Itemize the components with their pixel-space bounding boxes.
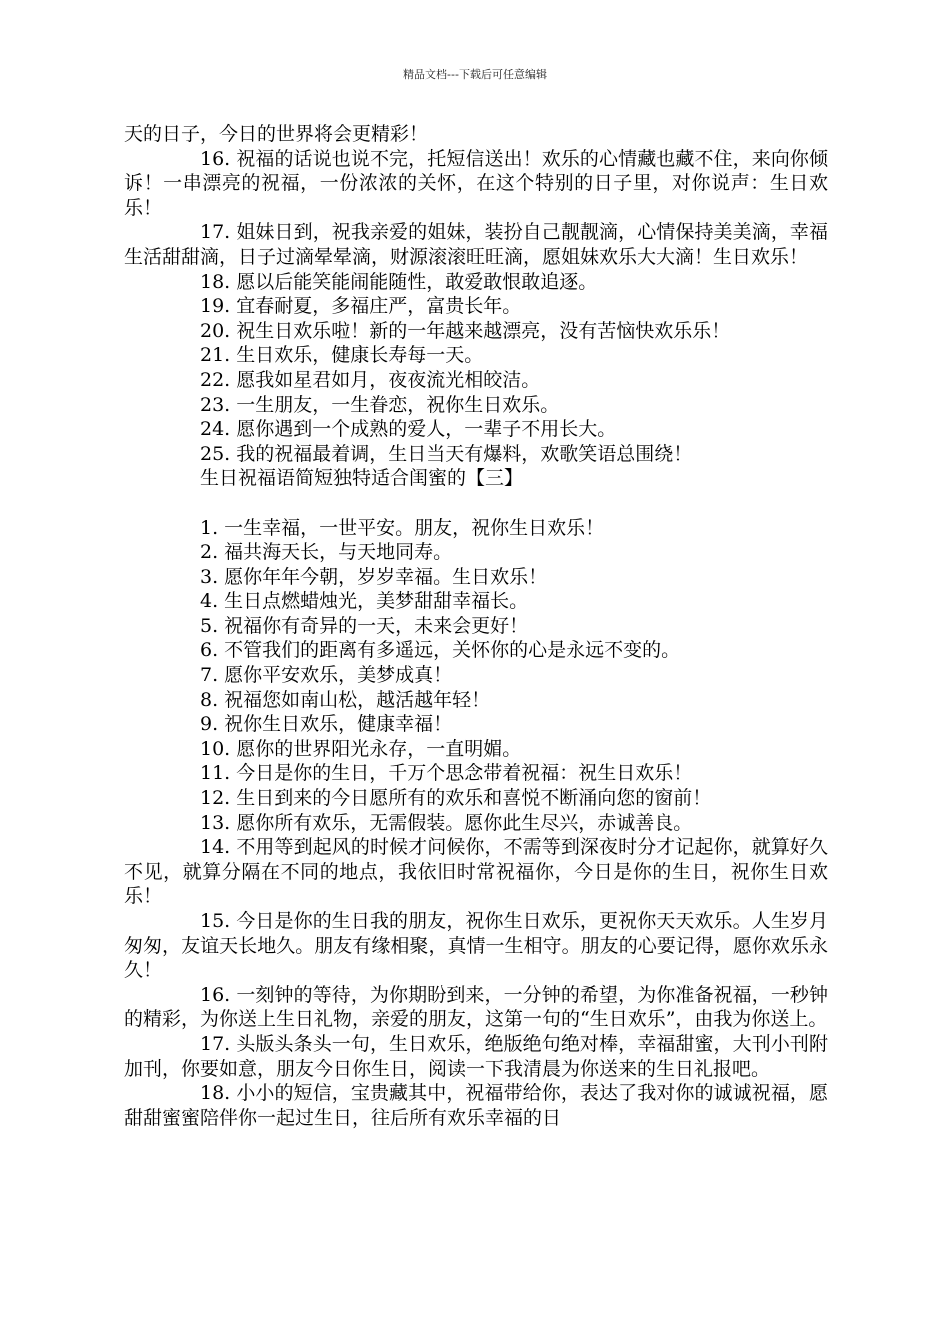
- paragraph: 2. 福共海天长，与天地同寿。: [200, 541, 453, 564]
- paragraph: 18. 小小的短信，宝贵藏其中，祝福带给你，表达了我对你的诚诚祝福，愿甜甜蜜蜜陪伴你一起过生日，往后所有欢乐幸福的日: [124, 1082, 828, 1129]
- paragraph: 16. 祝福的话说也说不完，托短信送出！欢乐的心情藏也藏不住，来向你倾诉！一串漂亮的祝福，一份浓浓的关怀，在这个特别的日子里，对你说声：生日欢乐！: [124, 147, 828, 219]
- paragraph: 5. 祝福你有奇异的一天，未来会更好！: [200, 614, 529, 637]
- paragraph: 19. 宜春耐夏，多福庄严，富贵长年。: [200, 295, 522, 318]
- paragraph: 11. 今日是你的生日，千万个思念带着祝福：祝生日欢乐！: [200, 762, 693, 785]
- paragraph: 6. 不管我们的距离有多遥远，关怀你的心是永远不变的。: [200, 639, 681, 662]
- paragraph: 12. 生日到来的今日愿所有的欢乐和喜悦不断涌向您的窗前！: [200, 787, 712, 810]
- paragraph: 8. 祝福您如南山松，越活越年轻！: [200, 688, 491, 711]
- paragraph: 23. 一生朋友，一生眷恋，祝你生日欢乐。: [200, 393, 560, 416]
- page-header: 精品文档---下载后可任意编辑: [403, 68, 547, 81]
- paragraph: 天的日子，今日的世界将会更精彩！: [124, 123, 429, 145]
- paragraph: 15. 今日是你的生日我的朋友，祝你生日欢乐，更祝你天天欢乐。人生岁月匆匆，友谊天长地久。朋友有缘相聚，真情一生相守。朋友的心要记得，愿你欢乐永久！: [124, 910, 828, 982]
- paragraph: 21. 生日欢乐，健康长寿每一天。: [200, 344, 484, 367]
- paragraph: 20. 祝生日欢乐啦！新的一年越来越漂亮，没有苦恼快欢乐乐！: [200, 319, 731, 342]
- document-body: [124, 122, 828, 1130]
- paragraph: 3. 愿你年年今朝，岁岁幸福。生日欢乐！: [200, 565, 548, 588]
- paragraph: 14. 不用等到起风的时候才问候你，不需等到深夜时分才记起你，就算好久不见，就算分隔在不同的地点，我依旧时常祝福你，今日是你的生日，祝你生日欢乐！: [124, 836, 828, 908]
- section-heading: 生日祝福语简短独特适合闺蜜的【三】: [200, 467, 524, 490]
- paragraph: 17. 姐妹日到，祝我亲爱的姐妹，装扮自己靓靓滴，心情保持美美滴，幸福生活甜甜滴，日子过滴晕晕滴，财源滚滚旺旺滴，愿姐妹欢乐大大滴！生日欢乐！: [124, 221, 828, 268]
- paragraph: 9. 祝你生日欢乐，健康幸福！: [200, 713, 453, 736]
- paragraph: 17. 头版头条头一句，生日欢乐，绝版绝句绝对棒，幸福甜蜜，大刊小刊附加刊，你要如意，朋友今日你生日，阅读一下我清晨为你送来的生日礼报吧。: [124, 1032, 828, 1080]
- paragraph: 25. 我的祝福最着调，生日当天有爆料，欢歌笑语总围绕！: [200, 442, 693, 465]
- paragraph: 18. 愿以后能笑能闹能随性，敢爱敢恨敢追逐。: [200, 270, 598, 293]
- paragraph: 4. 生日点燃蜡烛光，美梦甜甜幸福长。: [200, 590, 529, 613]
- paragraph: 10. 愿你的世界阳光永存，一直明媚。: [200, 737, 522, 760]
- paragraph: 7. 愿你平安欢乐，美梦成真！: [200, 664, 453, 687]
- paragraph: 16. 一刻钟的等待，为你期盼到来，一分钟的希望，为你准备祝福，一秒钟的精彩，为你送上生日礼物，亲爱的朋友，这第一句的“生日欢乐”，由我为你送上。: [124, 983, 828, 1031]
- paragraph: 13. 愿你所有欢乐，无需假装。愿你此生尽兴，赤诚善良。: [200, 811, 693, 834]
- paragraph: 1. 一生幸福，一世平安。朋友，祝你生日欢乐！: [200, 516, 605, 539]
- blank-line: [124, 491, 828, 516]
- paragraph: 24. 愿你遇到一个成熟的爱人，一辈子不用长大。: [200, 418, 617, 441]
- paragraph: 22. 愿我如星君如月，夜夜流光相皎洁。: [200, 368, 541, 391]
